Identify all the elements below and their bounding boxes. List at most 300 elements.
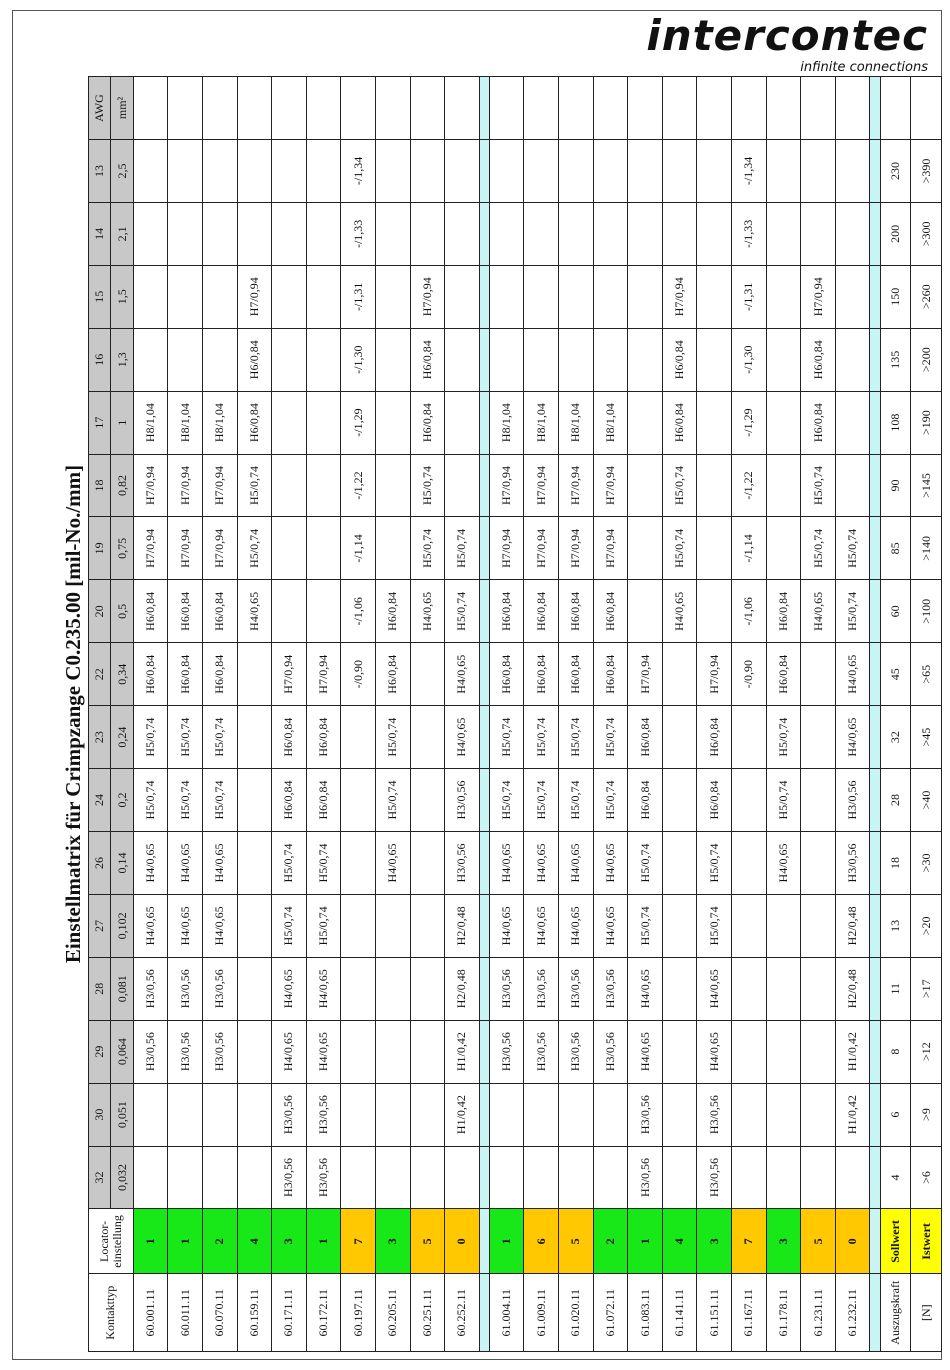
crimp-setting-cell: [237, 957, 272, 1020]
separator-cell: [479, 706, 489, 769]
kontakttyp-cell: 61.141.11: [662, 1274, 697, 1352]
separator-cell: [479, 643, 489, 706]
header-mm2-cell: 2,5: [111, 140, 133, 203]
crimp-setting-cell: [133, 1083, 168, 1146]
header-mm2-cell: 0,102: [111, 894, 133, 957]
crimp-setting-cell: [662, 957, 697, 1020]
logo-tagline: infinite connections: [800, 60, 928, 75]
crimp-setting-cell: [801, 769, 836, 832]
crimp-setting-cell: H6/0,84: [489, 643, 524, 706]
crimp-setting-cell: H6/0,84: [559, 580, 594, 643]
table-row: [593, 77, 628, 1352]
crimp-setting-cell: [662, 1083, 697, 1146]
crimp-setting-cell: [375, 894, 410, 957]
crimp-setting-cell: -/1,14: [341, 517, 376, 580]
crimp-setting-cell: H2/0,48: [835, 894, 870, 957]
sollwert-cell: 200: [880, 202, 911, 265]
awg-empty-cell: [801, 77, 836, 140]
crimp-setting-cell: [272, 202, 307, 265]
istwert-cell: >260: [911, 265, 942, 328]
crimp-matrix-table: [88, 76, 942, 1352]
crimp-setting-cell: H4/0,65: [133, 894, 168, 957]
header-mm2-cell: 1,5: [111, 265, 133, 328]
crimp-setting-cell: [732, 1146, 767, 1209]
awg-empty-cell: [306, 77, 341, 140]
crimp-setting-cell: H4/0,65: [237, 580, 272, 643]
crimp-setting-cell: [801, 1146, 836, 1209]
matrix-sheet: [58, 76, 942, 1352]
crimp-setting-cell: -/1,22: [341, 454, 376, 517]
awg-empty-cell: [662, 77, 697, 140]
crimp-setting-cell: [410, 894, 445, 957]
crimp-setting-cell: [835, 265, 870, 328]
table-row: [489, 77, 524, 1352]
crimp-setting-cell: H8/1,04: [133, 391, 168, 454]
sollwert-label: Sollwert: [880, 1209, 911, 1274]
sollwert-cell: 8: [880, 1020, 911, 1083]
separator-cell: [479, 140, 489, 203]
crimp-setting-cell: H6/0,84: [697, 769, 732, 832]
crimp-setting-cell: H4/0,65: [445, 706, 480, 769]
crimp-setting-cell: H5/0,74: [697, 831, 732, 894]
crimp-setting-cell: H6/0,84: [202, 643, 237, 706]
header-awg-cell: 14: [89, 202, 111, 265]
kontakttyp-cell: 60.171.11: [272, 1274, 307, 1352]
crimp-setting-cell: [628, 140, 663, 203]
header-awg-cell: 30: [89, 1083, 111, 1146]
crimp-setting-cell: H7/0,94: [168, 517, 203, 580]
locator-cell: 2: [593, 1209, 628, 1274]
crimp-setting-cell: H5/0,74: [272, 831, 307, 894]
crimp-setting-cell: [306, 517, 341, 580]
crimp-setting-cell: H5/0,74: [375, 769, 410, 832]
sollwert-cell: 150: [880, 265, 911, 328]
header-awg-cell: 29: [89, 1020, 111, 1083]
crimp-setting-cell: [133, 202, 168, 265]
crimp-setting-cell: [835, 1146, 870, 1209]
crimp-setting-cell: H5/0,74: [202, 706, 237, 769]
crimp-setting-cell: [375, 517, 410, 580]
kontakttyp-cell: 60.205.11: [375, 1274, 410, 1352]
crimp-setting-cell: H5/0,74: [168, 769, 203, 832]
crimp-setting-cell: [272, 140, 307, 203]
sollwert-cell: 28: [880, 769, 911, 832]
crimp-setting-cell: [628, 454, 663, 517]
crimp-setting-cell: [341, 957, 376, 1020]
awg-empty-cell: [732, 77, 767, 140]
crimp-setting-cell: [732, 1083, 767, 1146]
crimp-setting-cell: H6/0,84: [237, 391, 272, 454]
crimp-setting-cell: H7/0,94: [272, 643, 307, 706]
crimp-setting-cell: [524, 265, 559, 328]
separator-cell: [870, 957, 880, 1020]
crimp-setting-cell: H7/0,94: [628, 643, 663, 706]
crimp-setting-cell: H5/0,74: [168, 706, 203, 769]
crimp-setting-cell: H6/0,84: [202, 580, 237, 643]
crimp-setting-cell: [375, 265, 410, 328]
crimp-setting-cell: H5/0,74: [593, 769, 628, 832]
crimp-setting-cell: [801, 831, 836, 894]
header-awg-cell: 17: [89, 391, 111, 454]
crimp-setting-cell: [375, 202, 410, 265]
istwert-cell: >190: [911, 391, 942, 454]
sollwert-cell: 13: [880, 894, 911, 957]
sollwert-cell: 60: [880, 580, 911, 643]
crimp-setting-cell: [202, 140, 237, 203]
crimp-setting-cell: [524, 140, 559, 203]
crimp-setting-cell: -/1,33: [732, 202, 767, 265]
crimp-setting-cell: H5/0,74: [410, 454, 445, 517]
crimp-setting-cell: [732, 957, 767, 1020]
crimp-setting-cell: -/1,31: [341, 265, 376, 328]
crimp-setting-cell: [202, 1146, 237, 1209]
crimp-setting-cell: [410, 1083, 445, 1146]
crimp-setting-cell: [628, 391, 663, 454]
crimp-setting-cell: [375, 140, 410, 203]
crimp-setting-cell: [445, 202, 480, 265]
crimp-setting-cell: H6/0,84: [697, 706, 732, 769]
crimp-setting-cell: [168, 1083, 203, 1146]
awg-empty-cell: [593, 77, 628, 140]
locator-cell: 0: [445, 1209, 480, 1274]
locator-cell: 5: [410, 1209, 445, 1274]
locator-cell: 5: [559, 1209, 594, 1274]
crimp-setting-cell: H5/0,74: [375, 706, 410, 769]
kontakttyp-cell: 60.011.11: [168, 1274, 203, 1352]
separator-row: [870, 77, 880, 1352]
crimp-setting-cell: [662, 831, 697, 894]
awg-empty-cell: [133, 77, 168, 140]
separator-cell: [870, 1146, 880, 1209]
locator-cell: 3: [375, 1209, 410, 1274]
crimp-setting-cell: [133, 265, 168, 328]
separator-cell: [479, 957, 489, 1020]
crimp-setting-cell: H6/0,84: [168, 580, 203, 643]
sollwert-cell: 45: [880, 643, 911, 706]
crimp-setting-cell: -/1,30: [732, 328, 767, 391]
awg-empty-cell: [410, 77, 445, 140]
kontakttyp-cell: 60.252.11: [445, 1274, 480, 1352]
crimp-setting-cell: [662, 706, 697, 769]
crimp-setting-cell: [766, 1083, 801, 1146]
crimp-setting-cell: [272, 454, 307, 517]
crimp-setting-cell: H4/0,65: [524, 831, 559, 894]
crimp-setting-cell: [410, 643, 445, 706]
crimp-setting-cell: [306, 140, 341, 203]
crimp-setting-cell: H3/0,56: [559, 957, 594, 1020]
crimp-setting-cell: H4/0,65: [272, 957, 307, 1020]
header-awg-cell: 32: [89, 1146, 111, 1209]
crimp-setting-cell: H5/0,74: [766, 769, 801, 832]
crimp-setting-cell: H6/0,84: [801, 391, 836, 454]
sollwert-cell: 108: [880, 391, 911, 454]
crimp-setting-cell: H5/0,74: [662, 454, 697, 517]
crimp-setting-cell: [237, 202, 272, 265]
sollwert-cell: 85: [880, 517, 911, 580]
istwert-cell: >100: [911, 580, 942, 643]
crimp-setting-cell: [375, 1020, 410, 1083]
crimp-setting-cell: H4/0,65: [835, 643, 870, 706]
separator-cell: [870, 454, 880, 517]
crimp-setting-cell: [801, 706, 836, 769]
crimp-setting-cell: [835, 391, 870, 454]
crimp-setting-cell: [662, 769, 697, 832]
separator-cell: [870, 328, 880, 391]
logo-wordmark: intercontec: [646, 11, 928, 60]
crimp-setting-cell: [559, 265, 594, 328]
crimp-setting-cell: -/1,34: [732, 140, 767, 203]
istwert-cell: >45: [911, 706, 942, 769]
locator-cell: 1: [133, 1209, 168, 1274]
crimp-setting-cell: [697, 391, 732, 454]
crimp-setting-cell: H4/0,65: [202, 831, 237, 894]
crimp-setting-cell: H3/0,56: [168, 957, 203, 1020]
crimp-setting-cell: [375, 957, 410, 1020]
crimp-setting-cell: H7/0,94: [489, 454, 524, 517]
separator-cell: [870, 1020, 880, 1083]
crimp-setting-cell: [375, 454, 410, 517]
separator-cell: [870, 1209, 880, 1274]
separator-cell: [870, 643, 880, 706]
locator-cell: 3: [766, 1209, 801, 1274]
crimp-setting-cell: [410, 202, 445, 265]
table-row: [375, 77, 410, 1352]
header-awg-label: AWG: [89, 77, 111, 140]
crimp-setting-cell: [662, 140, 697, 203]
separator-cell: [479, 1209, 489, 1274]
crimp-setting-cell: H6/0,84: [410, 391, 445, 454]
crimp-setting-cell: H4/0,65: [306, 1020, 341, 1083]
istwert-cell: >65: [911, 643, 942, 706]
header-awg-cell: 15: [89, 265, 111, 328]
sollwert-cell: 4: [880, 1146, 911, 1209]
crimp-setting-cell: [489, 1146, 524, 1209]
crimp-setting-cell: H6/0,84: [593, 580, 628, 643]
kontakttyp-cell: 61.009.11: [524, 1274, 559, 1352]
crimp-setting-cell: [801, 1020, 836, 1083]
crimp-setting-cell: [766, 140, 801, 203]
header-mm2-cell: 1,3: [111, 328, 133, 391]
crimp-setting-cell: H6/0,84: [306, 706, 341, 769]
crimp-setting-cell: [306, 391, 341, 454]
crimp-setting-cell: H8/1,04: [168, 391, 203, 454]
crimp-setting-cell: H5/0,74: [489, 706, 524, 769]
header-mm2-cell: 0,14: [111, 831, 133, 894]
crimp-setting-cell: H7/0,94: [559, 517, 594, 580]
awg-empty-cell: [341, 77, 376, 140]
crimp-setting-cell: [593, 202, 628, 265]
crimp-setting-cell: H5/0,74: [628, 831, 663, 894]
crimp-setting-cell: [697, 140, 732, 203]
crimp-setting-cell: H4/0,65: [410, 580, 445, 643]
crimp-setting-cell: [766, 517, 801, 580]
crimp-setting-cell: [410, 1020, 445, 1083]
crimp-setting-cell: [801, 1083, 836, 1146]
awg-empty-cell: [697, 77, 732, 140]
crimp-setting-cell: [835, 328, 870, 391]
table-row: [628, 77, 663, 1352]
crimp-setting-cell: H4/0,65: [559, 894, 594, 957]
crimp-setting-cell: H4/0,65: [697, 1020, 732, 1083]
crimp-setting-cell: H5/0,74: [237, 454, 272, 517]
crimp-setting-cell: [272, 391, 307, 454]
header-mm2-cell: 1: [111, 391, 133, 454]
crimp-setting-cell: -/1,22: [732, 454, 767, 517]
separator-cell: [870, 580, 880, 643]
crimp-setting-cell: [732, 894, 767, 957]
crimp-setting-cell: [272, 328, 307, 391]
crimp-setting-cell: H5/0,74: [489, 769, 524, 832]
crimp-setting-cell: H5/0,74: [133, 769, 168, 832]
kontakttyp-cell: 61.232.11: [835, 1274, 870, 1352]
crimp-setting-cell: H3/0,56: [202, 1020, 237, 1083]
crimp-setting-cell: H5/0,74: [835, 517, 870, 580]
header-mm2-cell: 0,032: [111, 1146, 133, 1209]
crimp-setting-cell: [559, 1146, 594, 1209]
crimp-setting-cell: H5/0,74: [524, 706, 559, 769]
crimp-setting-cell: H4/0,65: [835, 706, 870, 769]
crimp-setting-cell: H5/0,74: [445, 517, 480, 580]
crimp-setting-cell: H7/0,94: [202, 454, 237, 517]
awg-empty-cell: [375, 77, 410, 140]
crimp-setting-cell: H6/0,84: [628, 706, 663, 769]
crimp-setting-cell: H3/0,56: [133, 1020, 168, 1083]
crimp-setting-cell: [662, 1020, 697, 1083]
crimp-setting-cell: H1/0,42: [445, 1083, 480, 1146]
sollwert-cell: 32: [880, 706, 911, 769]
header-locator: Locator-einstellung: [89, 1209, 134, 1274]
crimp-setting-cell: H3/0,56: [306, 1146, 341, 1209]
crimp-setting-cell: [697, 265, 732, 328]
header-mm2-cell: 0,5: [111, 580, 133, 643]
locator-cell: 3: [697, 1209, 732, 1274]
header-awg-cell: 26: [89, 831, 111, 894]
locator-cell: 4: [237, 1209, 272, 1274]
crimp-setting-cell: [628, 202, 663, 265]
table-row: [801, 77, 836, 1352]
awg-empty-cell: [766, 77, 801, 140]
crimp-setting-cell: [524, 1083, 559, 1146]
crimp-setting-cell: [133, 140, 168, 203]
crimp-setting-cell: [524, 328, 559, 391]
crimp-setting-cell: [445, 1146, 480, 1209]
crimp-setting-cell: [593, 1146, 628, 1209]
intercontec-logo: [646, 11, 928, 75]
separator-cell: [870, 140, 880, 203]
kontakttyp-cell: 60.001.11: [133, 1274, 168, 1352]
crimp-setting-cell: [341, 831, 376, 894]
crimp-setting-cell: H6/0,84: [272, 706, 307, 769]
separator-cell: [870, 706, 880, 769]
crimp-setting-cell: H3/0,56: [202, 957, 237, 1020]
crimp-setting-cell: [133, 328, 168, 391]
crimp-setting-cell: [168, 140, 203, 203]
crimp-setting-cell: [662, 202, 697, 265]
sollwert-cell: 6: [880, 1083, 911, 1146]
crimp-setting-cell: H6/0,84: [306, 769, 341, 832]
crimp-setting-cell: H5/0,74: [593, 706, 628, 769]
header-awg-cell: 19: [89, 517, 111, 580]
crimp-setting-cell: [445, 454, 480, 517]
crimp-setting-cell: [445, 391, 480, 454]
header-awg-cell: 22: [89, 643, 111, 706]
page-title: Einstellmatrix für Crimpzange C0.235.00 [mil-No./mm]: [61, 464, 85, 964]
separator-cell: [870, 265, 880, 328]
crimp-setting-cell: H7/0,94: [168, 454, 203, 517]
separator-cell: [479, 1274, 489, 1352]
awg-empty-cell: [524, 77, 559, 140]
header-mm2-cell: 0,081: [111, 957, 133, 1020]
crimp-setting-cell: H5/0,74: [237, 517, 272, 580]
crimp-setting-cell: H3/0,56: [524, 1020, 559, 1083]
crimp-setting-cell: H6/0,84: [524, 643, 559, 706]
crimp-setting-cell: H5/0,74: [306, 831, 341, 894]
crimp-setting-cell: H7/0,94: [593, 517, 628, 580]
istwert-cell: >9: [911, 1083, 942, 1146]
crimp-setting-cell: H6/0,84: [524, 580, 559, 643]
crimp-setting-cell: H7/0,94: [133, 517, 168, 580]
kontakttyp-cell: 60.070.11: [202, 1274, 237, 1352]
crimp-setting-cell: H7/0,94: [662, 265, 697, 328]
crimp-setting-cell: H3/0,56: [697, 1146, 732, 1209]
crimp-setting-cell: [306, 454, 341, 517]
crimp-setting-cell: [237, 1020, 272, 1083]
kontakttyp-cell: 61.167.11: [732, 1274, 767, 1352]
crimp-setting-cell: [410, 769, 445, 832]
crimp-setting-cell: -/1,31: [732, 265, 767, 328]
crimp-setting-cell: [133, 1146, 168, 1209]
crimp-setting-cell: [766, 1020, 801, 1083]
crimp-setting-cell: [697, 328, 732, 391]
crimp-setting-cell: H3/0,56: [272, 1083, 307, 1146]
crimp-setting-cell: H4/0,65: [168, 894, 203, 957]
kontakttyp-cell: 61.072.11: [593, 1274, 628, 1352]
crimp-setting-cell: [202, 265, 237, 328]
crimp-setting-cell: H4/0,65: [202, 894, 237, 957]
sollwert-cell: 135: [880, 328, 911, 391]
header-kontakttyp: Kontakttyp: [89, 1274, 134, 1352]
table-row: [237, 77, 272, 1352]
table-row: [133, 77, 168, 1352]
crimp-setting-cell: [306, 328, 341, 391]
locator-cell: 1: [489, 1209, 524, 1274]
crimp-setting-cell: [168, 328, 203, 391]
crimp-setting-cell: [524, 202, 559, 265]
crimp-setting-cell: H5/0,74: [524, 769, 559, 832]
crimp-setting-cell: -/1,34: [341, 140, 376, 203]
crimp-setting-cell: [237, 769, 272, 832]
header-awg-cell: 28: [89, 957, 111, 1020]
crimp-setting-cell: H3/0,56: [628, 1146, 663, 1209]
crimp-setting-cell: [593, 140, 628, 203]
crimp-setting-cell: H3/0,56: [559, 1020, 594, 1083]
crimp-setting-cell: H3/0,56: [445, 769, 480, 832]
awg-empty-cell: [880, 77, 911, 140]
table-row: [445, 77, 480, 1352]
crimp-setting-cell: H5/0,74: [445, 580, 480, 643]
header-awg-cell: 27: [89, 894, 111, 957]
separator-cell: [479, 391, 489, 454]
crimp-setting-cell: [801, 643, 836, 706]
header-mm2-cell: 0,82: [111, 454, 133, 517]
crimp-setting-cell: [272, 517, 307, 580]
crimp-setting-cell: H5/0,74: [801, 517, 836, 580]
separator-row: [479, 77, 489, 1352]
crimp-setting-cell: H5/0,74: [202, 769, 237, 832]
crimp-setting-cell: H3/0,56: [445, 831, 480, 894]
crimp-setting-cell: [375, 391, 410, 454]
crimp-setting-cell: [341, 894, 376, 957]
